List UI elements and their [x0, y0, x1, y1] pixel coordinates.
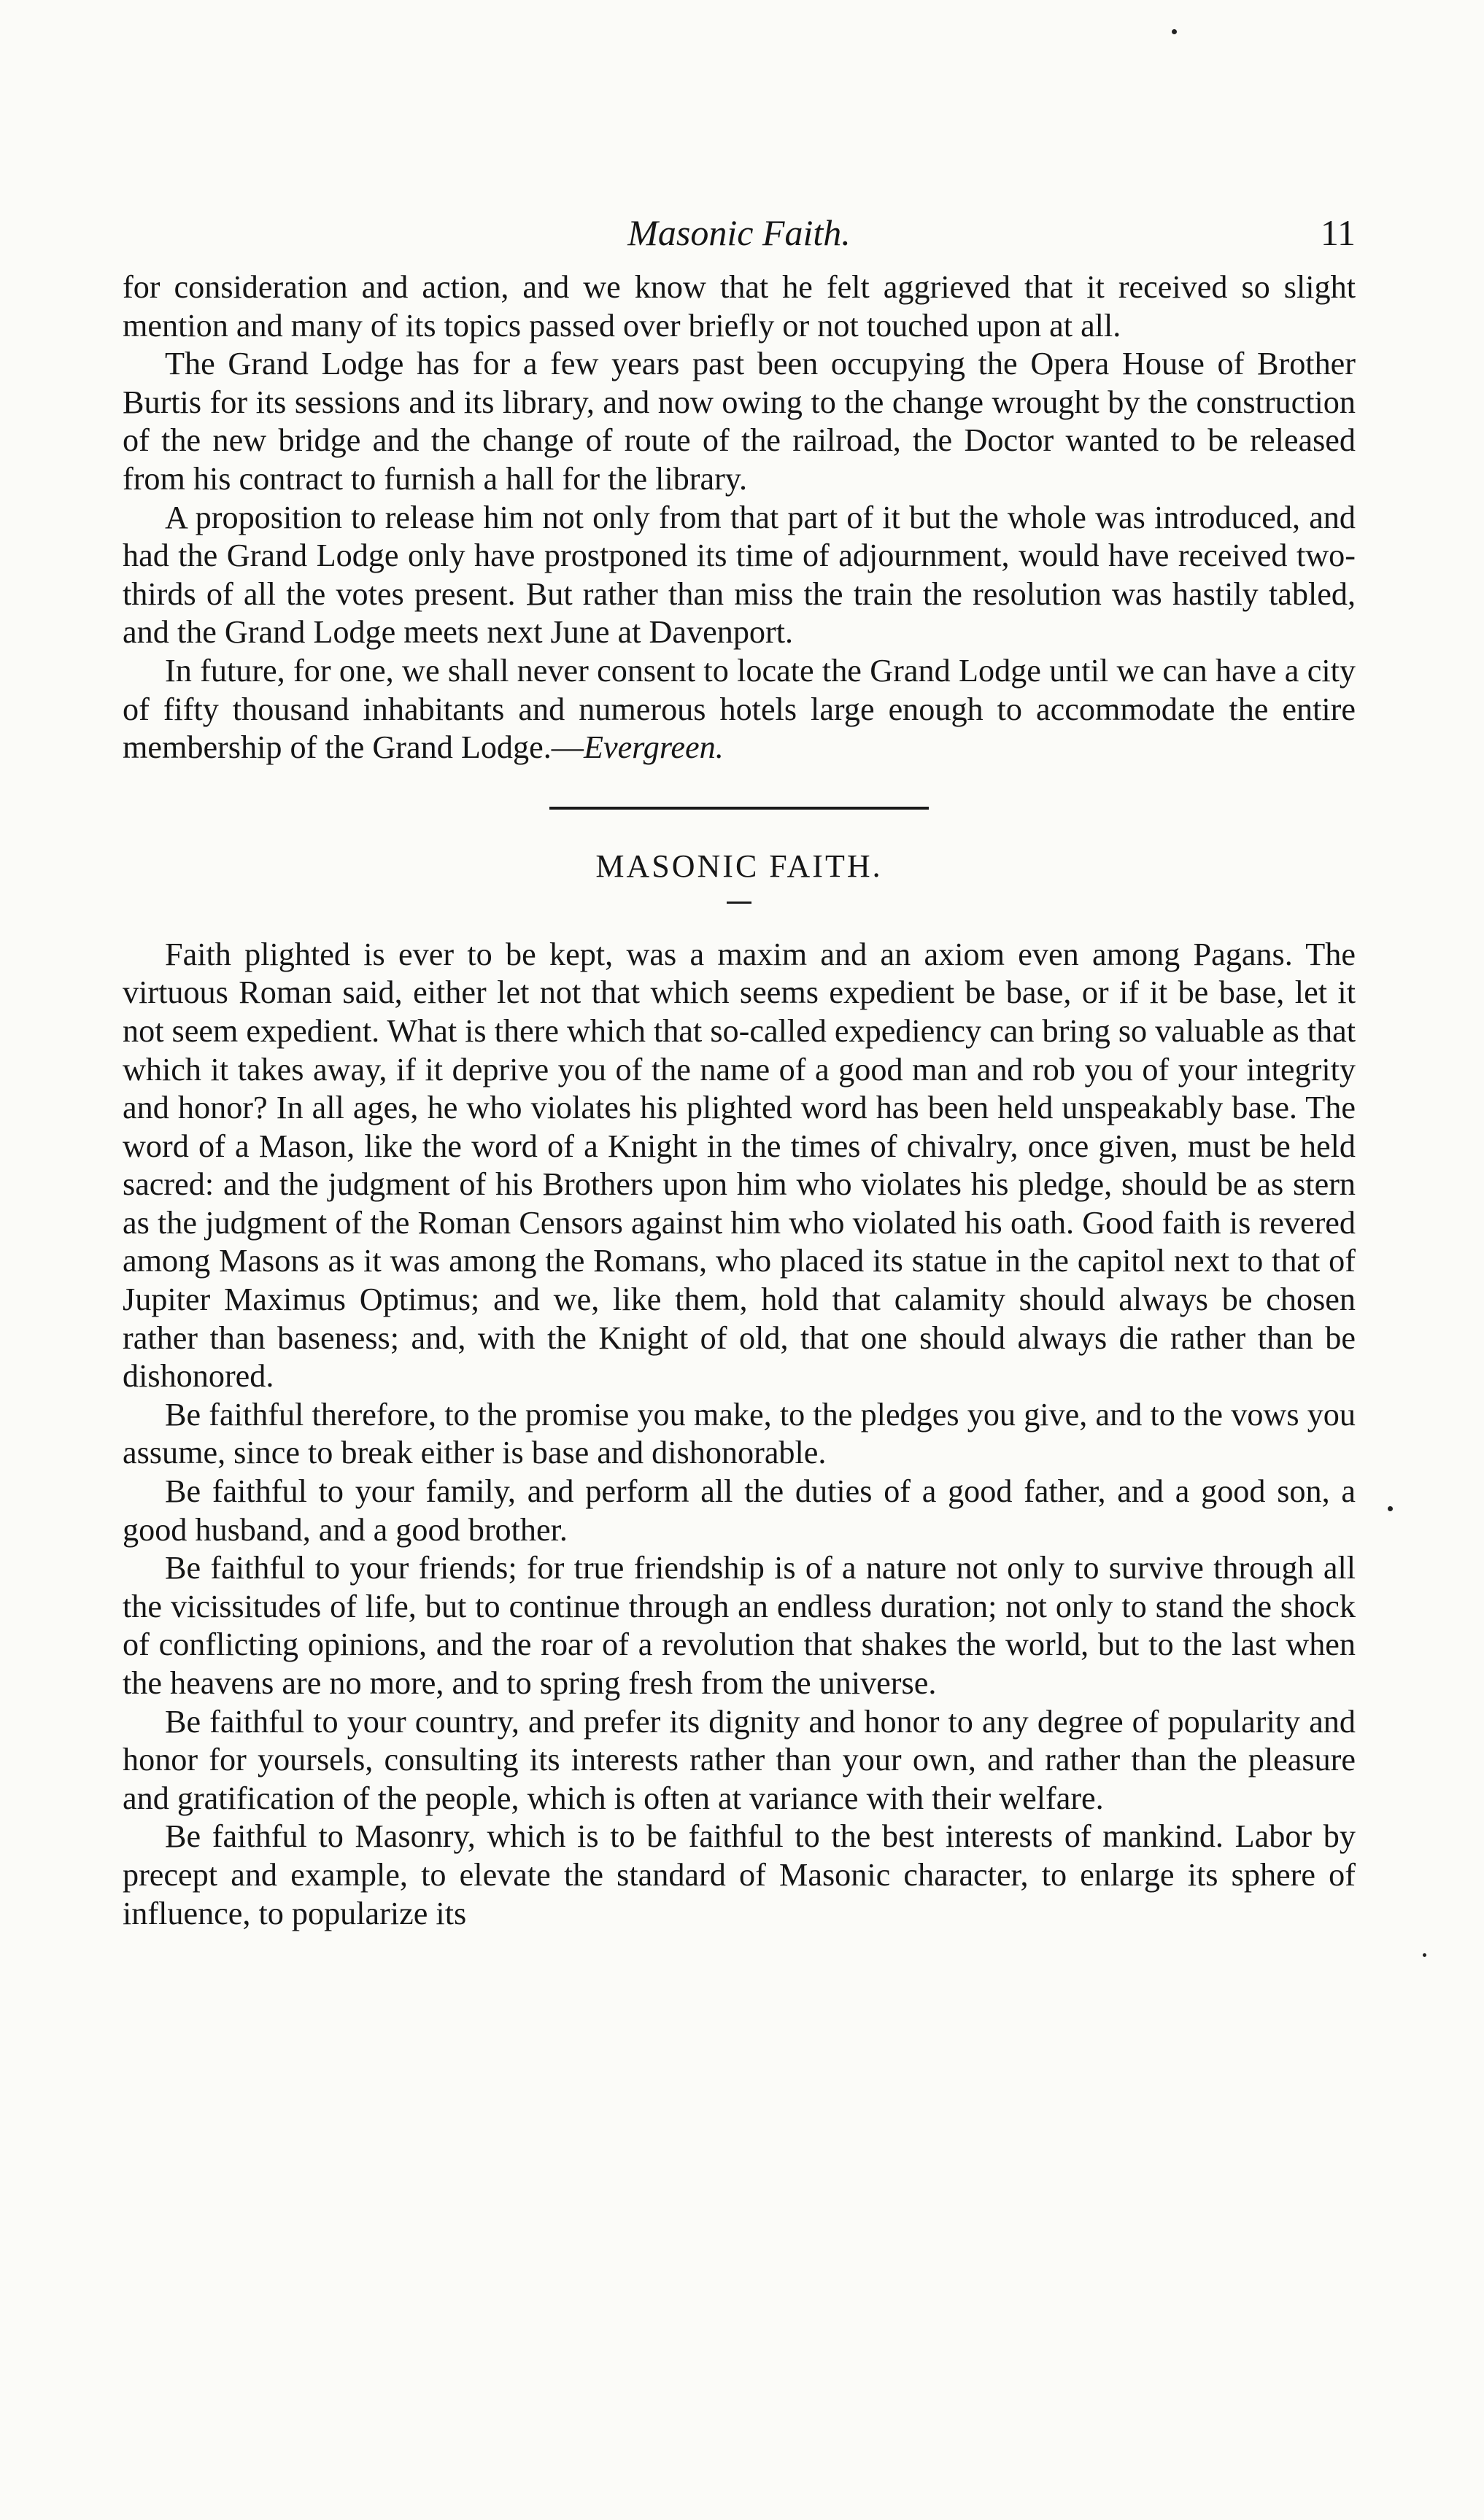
paragraph-text: In future, for one, we shall never consent to locate the Grand Lodge until we can have a city of fifty thousand inhabitants and numerous hotels large enough to accommodate the entire membership of the Grand Lodge.— [123, 652, 1356, 766]
article-title: MASONIC FAITH. [595, 848, 883, 884]
masonic-faith-article [123, 848, 1356, 1933]
running-head [123, 212, 1356, 268]
paragraph: The Grand Lodge has for a few years past been occupying the Opera House of Brother Burtis for its sessions and its library, and now owing to the change wrought by the construction of the new bridge and the change of route of the railroad, the Doctor wanted to be released from his contract to furnish a hall for the library. [123, 346, 1356, 497]
source-credit: Evergreen. [583, 729, 724, 766]
section-divider [549, 807, 929, 810]
print-speck [1423, 1953, 1426, 1957]
paragraph: Be faithful to Masonry, which is to be faithful to the best interests of mankind. Labor by precept and example, to elevate the standard of Masonic character, to enlarge its sphere of influence, to popularize its [123, 1818, 1356, 1931]
paragraph: Be faithful to your friends; for true friendship is of a nature not only to survive through all the vicissitudes of life, but to continue through an endless duration; not only to stand the shock of conflicting opinions, and the roar of a revolution that shakes the world, but to the last when the heavens are no more, and to spring fresh from the universe. [123, 1550, 1356, 1701]
paragraph: for consideration and action, and we know that he felt aggrieved that it received so slight mention and many of its topics passed over briefly or not touched upon at all. [123, 269, 1356, 344]
print-speck [1388, 1506, 1393, 1511]
book-page [123, 212, 1356, 1933]
print-speck [1172, 29, 1177, 34]
title-dash [727, 902, 751, 904]
paragraph: Be faithful therefore, to the promise you make, to the pledges you give, and to the vows you assume, since to break either is base and dishonorable. [123, 1396, 1356, 1471]
page-number: 11 [1320, 212, 1356, 253]
paragraph: Be faithful to your family, and perform all the duties of a good father, and a good son, a good husband, and a good brother. [123, 1473, 1356, 1548]
running-title: Masonic Faith. [627, 212, 851, 253]
paragraph [123, 652, 1356, 767]
paragraph: Be faithful to your country, and prefer its dignity and honor to any degree of popularity and honor for yoursels, consulting its interests rather than your own, and rather than the pleasure and gratification of the people, which is often at variance with their welfare. [123, 1703, 1356, 1816]
paragraph: Faith plighted is ever to be kept, was a maxim and an axiom even among Pagans. The virtuous Roman said, either let not that which seems expedient be base, or if it be base, let it not seem expedient. What is there which that so-called expediency can bring so valuable as that which it takes away, if it deprive you of the name of a good man and rob you of your integrity and honor? In all ages, he who violates his plighted word has been held unspeakably base. The word of a Mason, like the word of a Knight in the times of chivalry, once given, must be held sacred: and the judgment of his Brothers upon him who violates his pledge, should be as stern as the judgment of the Roman Censors against him who violated his oath. Good faith is revered among Masons as it was among the Romans, who placed its statue in the capitol next to that of Jupiter Maximus Optimus; and we, like them, hold that calamity should always be chosen rather than baseness; and, with the Knight of old, that one should always die rather than be dishonored. [123, 936, 1356, 1395]
paragraph: A proposition to release him not only from that part of it but the whole was introduced, and had the Grand Lodge only have prostponed its time of adjournment, would have received two-thirds of all the votes present. But rather than miss the train the resolution was hastily tabled, and the Grand Lodge meets next June at Davenport. [123, 499, 1356, 651]
previous-article-continuation [123, 268, 1356, 767]
